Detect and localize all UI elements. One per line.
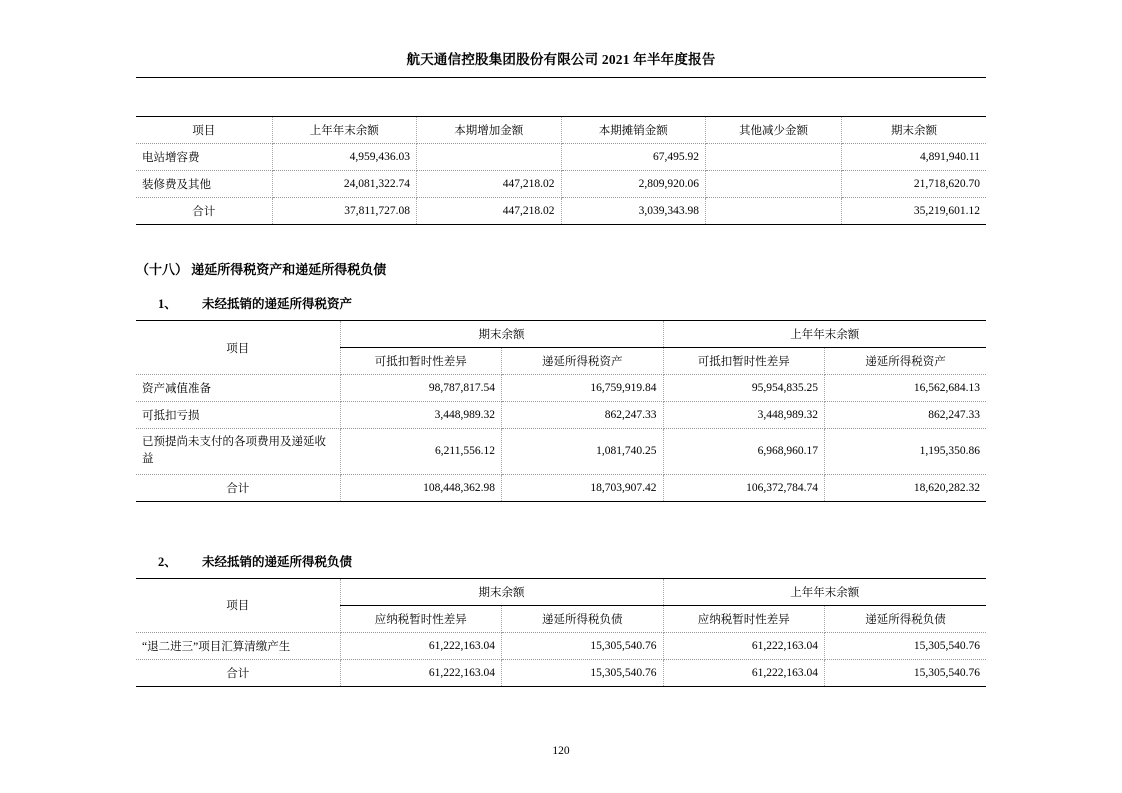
table-row bbox=[136, 429, 986, 475]
cell-item: 合计 bbox=[136, 474, 340, 501]
table-header-row bbox=[136, 117, 986, 144]
cell-value: 61,222,163.04 bbox=[663, 632, 825, 659]
spacer bbox=[136, 502, 986, 536]
cell-value: 1,195,350.86 bbox=[825, 429, 987, 475]
cell-value: 21,718,620.70 bbox=[842, 171, 987, 198]
cell-value: 15,305,540.76 bbox=[825, 632, 987, 659]
col-header-opening: 上年年末余额 bbox=[272, 117, 417, 144]
cell-value bbox=[417, 144, 562, 171]
col-header-dtl-opening: 递延所得税负债 bbox=[825, 605, 987, 632]
deferred-tax-assets-table-block bbox=[136, 320, 986, 502]
deferred-tax-assets-table bbox=[136, 320, 986, 502]
cell-item: 可抵扣亏损 bbox=[136, 402, 340, 429]
cell-value: 98,787,817.54 bbox=[340, 375, 502, 402]
cell-item: 电站增容费 bbox=[136, 144, 272, 171]
cell-value: 67,495.92 bbox=[561, 144, 706, 171]
col-header-other-decrease: 其他减少金额 bbox=[706, 117, 842, 144]
cell-item: 资产减值准备 bbox=[136, 375, 340, 402]
col-group-header-closing: 期末余额 bbox=[340, 321, 663, 348]
cell-value: 3,448,989.32 bbox=[340, 402, 502, 429]
page-number: 120 bbox=[552, 745, 570, 757]
section-heading: （十八） 递延所得税资产和递延所得税负债 bbox=[136, 262, 387, 277]
cell-value: 2,809,920.06 bbox=[561, 171, 706, 198]
subsection-2-index: 2、 bbox=[158, 554, 177, 569]
col-header-increase: 本期增加金额 bbox=[417, 117, 562, 144]
table-total-row bbox=[136, 198, 986, 225]
col-group-header-closing: 期末余额 bbox=[340, 578, 663, 605]
cell-value: 18,703,907.42 bbox=[502, 474, 664, 501]
report-title: 航天通信控股集团股份有限公司 2021 年半年度报告 bbox=[406, 52, 716, 67]
table-group-header-row bbox=[136, 321, 986, 348]
cell-value: 4,891,940.11 bbox=[842, 144, 987, 171]
cell-value: 35,219,601.12 bbox=[842, 198, 987, 225]
cell-value bbox=[706, 144, 842, 171]
col-header-dta-opening: 递延所得税资产 bbox=[825, 348, 987, 375]
cell-value: 447,218.02 bbox=[417, 198, 562, 225]
cell-value: 61,222,163.04 bbox=[340, 632, 502, 659]
table-row bbox=[136, 402, 986, 429]
cell-value: 16,759,919.84 bbox=[502, 375, 664, 402]
cell-value: 4,959,436.03 bbox=[272, 144, 417, 171]
cell-value: 61,222,163.04 bbox=[340, 659, 502, 686]
col-header-dta-closing: 递延所得税资产 bbox=[502, 348, 664, 375]
col-header-taxable-diff-closing: 应纳税暂时性差异 bbox=[340, 605, 502, 632]
cell-value: 6,211,556.12 bbox=[340, 429, 502, 475]
cell-value: 447,218.02 bbox=[417, 171, 562, 198]
table-group-header-row bbox=[136, 578, 986, 605]
deferred-tax-liabilities-table bbox=[136, 578, 986, 687]
subsection-2-heading bbox=[136, 552, 986, 570]
col-header-amortization: 本期摊销金额 bbox=[561, 117, 706, 144]
cell-value: 1,081,740.25 bbox=[502, 429, 664, 475]
intangibles-table bbox=[136, 116, 986, 225]
cell-value: 95,954,835.25 bbox=[663, 375, 825, 402]
table-row bbox=[136, 375, 986, 402]
cell-value: 18,620,282.32 bbox=[825, 474, 987, 501]
cell-value: 3,039,343.98 bbox=[561, 198, 706, 225]
col-header-dtl-closing: 递延所得税负债 bbox=[502, 605, 664, 632]
col-group-header-opening: 上年年末余额 bbox=[663, 578, 986, 605]
cell-value: 15,305,540.76 bbox=[502, 659, 664, 686]
cell-value: 61,222,163.04 bbox=[663, 659, 825, 686]
cell-value: 862,247.33 bbox=[502, 402, 664, 429]
col-header-deductible-diff-closing: 可抵扣暂时性差异 bbox=[340, 348, 502, 375]
subsection-1-heading bbox=[136, 294, 986, 312]
cell-value bbox=[706, 198, 842, 225]
cell-value: 15,305,540.76 bbox=[825, 659, 987, 686]
intangibles-table-block bbox=[136, 116, 986, 225]
cell-value: 3,448,989.32 bbox=[663, 402, 825, 429]
cell-item: 合计 bbox=[136, 659, 340, 686]
deferred-tax-liabilities-table-block bbox=[136, 578, 986, 687]
table-row bbox=[136, 632, 986, 659]
cell-value: 37,811,727.08 bbox=[272, 198, 417, 225]
col-header-item: 项目 bbox=[136, 578, 340, 632]
col-header-deductible-diff-opening: 可抵扣暂时性差异 bbox=[663, 348, 825, 375]
col-header-item: 项目 bbox=[136, 321, 340, 375]
cell-value: 106,372,784.74 bbox=[663, 474, 825, 501]
header-divider bbox=[136, 77, 986, 78]
cell-item: “退二进三”项目汇算清缴产生 bbox=[136, 632, 340, 659]
page-header bbox=[136, 0, 986, 78]
table-total-row bbox=[136, 659, 986, 686]
subsection-1-title: 未经抵销的递延所得税资产 bbox=[202, 297, 353, 311]
col-header-taxable-diff-opening: 应纳税暂时性差异 bbox=[663, 605, 825, 632]
cell-item: 合计 bbox=[136, 198, 272, 225]
cell-value bbox=[706, 171, 842, 198]
col-header-closing: 期末余额 bbox=[842, 117, 987, 144]
cell-value: 16,562,684.13 bbox=[825, 375, 987, 402]
subsection-1-index: 1、 bbox=[158, 297, 177, 311]
col-header-item: 项目 bbox=[136, 117, 272, 144]
cell-value: 6,968,960.17 bbox=[663, 429, 825, 475]
table-row bbox=[136, 171, 986, 198]
subsection-2-title: 未经抵销的递延所得税负债 bbox=[202, 554, 353, 569]
table-total-row bbox=[136, 474, 986, 501]
cell-item: 已预提尚未支付的各项费用及递延收益 bbox=[136, 429, 340, 475]
cell-value: 15,305,540.76 bbox=[502, 632, 664, 659]
cell-value: 862,247.33 bbox=[825, 402, 987, 429]
table-row bbox=[136, 144, 986, 171]
cell-value: 24,081,322.74 bbox=[272, 171, 417, 198]
cell-value: 108,448,362.98 bbox=[340, 474, 502, 501]
col-group-header-opening: 上年年末余额 bbox=[663, 321, 986, 348]
cell-item: 装修费及其他 bbox=[136, 171, 272, 198]
